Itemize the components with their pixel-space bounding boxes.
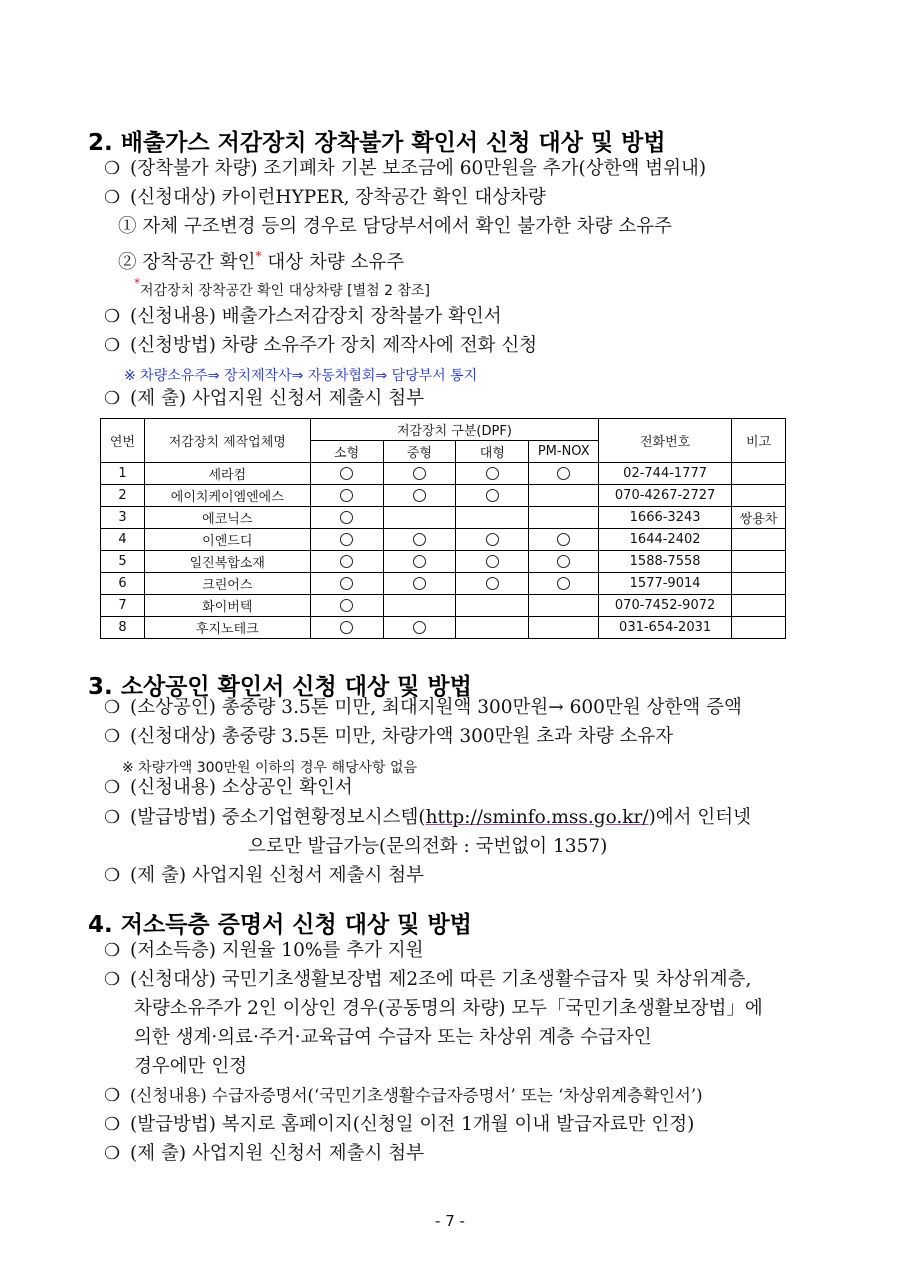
bullet-icon: ❍: [104, 777, 121, 798]
cell-large: [456, 551, 529, 573]
cell-remark: [732, 617, 786, 639]
cell-phone: 031-654-2031: [599, 617, 732, 639]
cell-medium: [383, 617, 456, 639]
section-4-heading: 4. 저소득층 증명서 신청 대상 및 방법: [88, 912, 472, 938]
section-3-heading: 3. 소상공인 확인서 신청 대상 및 방법: [88, 674, 472, 700]
cell-remark: [732, 595, 786, 617]
bullet-icon: ❍: [104, 697, 121, 718]
circle-mark-icon: [340, 621, 353, 634]
s4-line-4: ❍ (발급방법) 복지로 홈페이지(신청일 이전 1개월 이내 발급자료만 인정): [104, 1111, 694, 1139]
s4-line-1: ❍ (저소득층) 지원율 10%를 추가 지원: [104, 937, 424, 965]
cell-no: 8: [101, 617, 145, 639]
cell-small: [310, 617, 383, 639]
circle-mark-icon: [413, 489, 426, 502]
cell-phone: 1644-2402: [599, 529, 732, 551]
s4-line-2-cont-2: 의한 생계·의료·주거·교육급여 수급자 또는 차상위 계층 수급자인: [134, 1027, 652, 1048]
s3-line-1: ❍ (소상공인) 총중량 3.5톤 미만, 최대지원액 300만원→ 600만원 상한액 증액: [104, 694, 742, 722]
bullet-icon: ❍: [104, 726, 121, 747]
s3-line-4-cont: 으로만 발급가능(문의전화 : 국번없이 1357): [248, 836, 608, 857]
cell-large: [456, 529, 529, 551]
cell-maker: 화이버텍: [144, 595, 310, 617]
section-2-heading: 2. 배출가스 저감장치 장착불가 확인서 신청 대상 및 방법: [88, 130, 666, 156]
cell-no: 4: [101, 529, 145, 551]
cell-small: [310, 573, 383, 595]
cell-phone: 1588-7558: [599, 551, 732, 573]
cell-phone: 1666-3243: [599, 507, 732, 529]
cell-medium: [383, 573, 456, 595]
cell-small: [310, 551, 383, 573]
cell-no: 2: [101, 485, 145, 507]
cell-medium: [383, 551, 456, 573]
cell-pmnox: [529, 529, 599, 551]
circle-mark-icon: [413, 577, 426, 590]
bullet-icon: ❍: [104, 187, 121, 208]
circle-mark-icon: [340, 467, 353, 480]
cell-maker: 이엔드디: [144, 529, 310, 551]
cell-maker: 에코닉스: [144, 507, 310, 529]
bullet-icon: ❍: [104, 865, 121, 886]
cell-maker: 일진복합소재: [144, 551, 310, 573]
cell-pmnox: [529, 573, 599, 595]
circle-mark-icon: [340, 511, 353, 524]
cell-no: 6: [101, 573, 145, 595]
cell-large: [456, 463, 529, 485]
bullet-icon: ❍: [104, 969, 121, 990]
table-row: [101, 551, 786, 573]
s2-item-2: ② 장착공간 확인* 대상 차량 소유주: [118, 249, 405, 273]
cell-phone: 070-7452-9072: [599, 595, 732, 617]
cell-no: 5: [101, 551, 145, 573]
cell-small: [310, 595, 383, 617]
col-header-pmnox: PM-NOX: [529, 441, 599, 463]
cell-no: 1: [101, 463, 145, 485]
cell-large: [456, 485, 529, 507]
cell-no: 3: [101, 507, 145, 529]
s2-line-5: ❍ (제 출) 사업지원 신청서 제출시 첨부: [104, 385, 424, 413]
cell-small: [310, 507, 383, 529]
s2-line-2: ❍ (신청대상) 카이런HYPER, 장착공간 확인 대상차량: [104, 184, 546, 212]
circle-mark-icon: [413, 621, 426, 634]
cell-medium: [383, 507, 456, 529]
circle-mark-icon: [413, 555, 426, 568]
circle-mark-icon: [340, 555, 353, 568]
cell-phone: 070-4267-2727: [599, 485, 732, 507]
col-header-medium: 중형: [383, 441, 456, 463]
cell-pmnox: [529, 463, 599, 485]
dpf-maker-table: [100, 418, 786, 639]
s3-line-3: ❍ (신청내용) 소상공인 확인서: [104, 774, 353, 802]
circle-mark-icon: [557, 467, 570, 480]
col-header-phone: 전화번호: [599, 419, 732, 463]
cell-maker: 에이치케이엠엔에스: [144, 485, 310, 507]
cell-maker: 후지노테크: [144, 617, 310, 639]
s4-line-3: ❍ (신청내용) 수급자증명서(‘국민기초생활수급자증명서’ 또는 ‘차상위계층확인서’): [104, 1082, 703, 1110]
s3-line-5: ❍ (제 출) 사업지원 신청서 제출시 첨부: [104, 862, 424, 890]
cell-phone: 1577-9014: [599, 573, 732, 595]
table-row: [101, 463, 786, 485]
cell-pmnox: [529, 617, 599, 639]
s4-line-2-cont-1: 차량소유주가 2인 이상인 경우(공동명의 차량) 모두「국민기초생활보장법」에: [134, 998, 763, 1019]
cell-remark: [732, 485, 786, 507]
s2-item-1: ① 자체 구조변경 등의 경우로 담당부서에서 확인 불가한 차량 소유주: [118, 216, 672, 237]
s2-line-4: ❍ (신청방법) 차량 소유주가 장치 제작사에 전화 신청: [104, 332, 537, 360]
cell-pmnox: [529, 551, 599, 573]
cell-small: [310, 485, 383, 507]
circle-mark-icon: [486, 577, 499, 590]
col-header-small: 소형: [310, 441, 383, 463]
s3-line-4: ❍ (발급방법) 중소기업현황정보시스템(http://sminfo.mss.go.kr/)에서 인터넷: [104, 804, 751, 832]
circle-mark-icon: [340, 489, 353, 502]
circle-mark-icon: [486, 555, 499, 568]
col-header-no: 연번: [101, 419, 145, 463]
s3-line-2: ❍ (신청대상) 총중량 3.5톤 미만, 차량가액 300만원 초과 차량 소유자: [104, 723, 673, 751]
cell-remark: [732, 551, 786, 573]
circle-mark-icon: [340, 533, 353, 546]
cell-medium: [383, 595, 456, 617]
cell-medium: [383, 529, 456, 551]
circle-mark-icon: [486, 533, 499, 546]
cell-no: 7: [101, 595, 145, 617]
bullet-icon: ❍: [104, 1085, 121, 1106]
cell-large: [456, 595, 529, 617]
cell-small: [310, 463, 383, 485]
cell-medium: [383, 463, 456, 485]
s4-line-5: ❍ (제 출) 사업지원 신청서 제출시 첨부: [104, 1140, 424, 1168]
circle-mark-icon: [557, 555, 570, 568]
bullet-icon: ❍: [104, 1143, 121, 1164]
cell-remark: [732, 573, 786, 595]
cell-large: [456, 507, 529, 529]
circle-mark-icon: [486, 467, 499, 480]
col-header-remark: 비고: [732, 419, 786, 463]
cell-large: [456, 617, 529, 639]
circle-mark-icon: [413, 467, 426, 480]
cell-remark: [732, 529, 786, 551]
circle-mark-icon: [486, 489, 499, 502]
bullet-icon: ❍: [104, 1114, 121, 1135]
s4-line-2-cont-3: 경우에만 인정: [134, 1056, 248, 1077]
circle-mark-icon: [340, 577, 353, 590]
s2-line-3: ❍ (신청내용) 배출가스저감장치 장착불가 확인서: [104, 303, 502, 331]
table-body: [101, 463, 786, 639]
s2-flow-note: ※ 차량소유주⇒ 장치제작사⇒ 자동차협회⇒ 담당부서 통지: [124, 368, 478, 384]
bullet-icon: ❍: [104, 940, 121, 961]
cell-large: [456, 573, 529, 595]
bullet-icon: ❍: [104, 306, 121, 327]
cell-medium: [383, 485, 456, 507]
col-header-group: 저감장치 구분(DPF): [310, 419, 599, 441]
table-row: [101, 617, 786, 639]
cell-small: [310, 529, 383, 551]
sminfo-link[interactable]: http://sminfo.mss.go.kr/: [425, 807, 649, 828]
circle-mark-icon: [413, 533, 426, 546]
bullet-icon: ❍: [104, 388, 121, 409]
table-row: [101, 595, 786, 617]
bullet-icon: ❍: [104, 158, 121, 179]
col-header-maker: 저감장치 제작업체명: [144, 419, 310, 463]
s3-note: ※ 차량가액 300만원 이하의 경우 해당사항 없음: [122, 760, 418, 776]
table-row: [101, 485, 786, 507]
cell-remark: [732, 463, 786, 485]
cell-pmnox: [529, 485, 599, 507]
bullet-icon: ❍: [104, 335, 121, 356]
circle-mark-icon: [557, 577, 570, 590]
col-header-large: 대형: [456, 441, 529, 463]
cell-maker: 크린어스: [144, 573, 310, 595]
s4-line-2: ❍ (신청대상) 국민기초생활보장법 제2조에 따른 기초생활수급자 및 차상위계층,: [104, 966, 751, 994]
bullet-icon: ❍: [104, 807, 121, 828]
s2-line-1: ❍ (장착불가 차량) 조기폐차 기본 보조금에 60만원을 추가(상한액 범위내): [104, 155, 706, 183]
table-row: [101, 573, 786, 595]
cell-maker: 세라컴: [144, 463, 310, 485]
circle-mark-icon: [557, 533, 570, 546]
cell-pmnox: [529, 507, 599, 529]
s2-footnote: *저감장치 장착공간 확인 대상차량 [별첨 2 참조]: [134, 276, 430, 299]
cell-remark: 쌍용차: [732, 507, 786, 529]
table-row: [101, 507, 786, 529]
circle-mark-icon: [340, 599, 353, 612]
table-row: [101, 529, 786, 551]
page-number: - 7 -: [435, 1212, 465, 1230]
cell-pmnox: [529, 595, 599, 617]
cell-phone: 02-744-1777: [599, 463, 732, 485]
